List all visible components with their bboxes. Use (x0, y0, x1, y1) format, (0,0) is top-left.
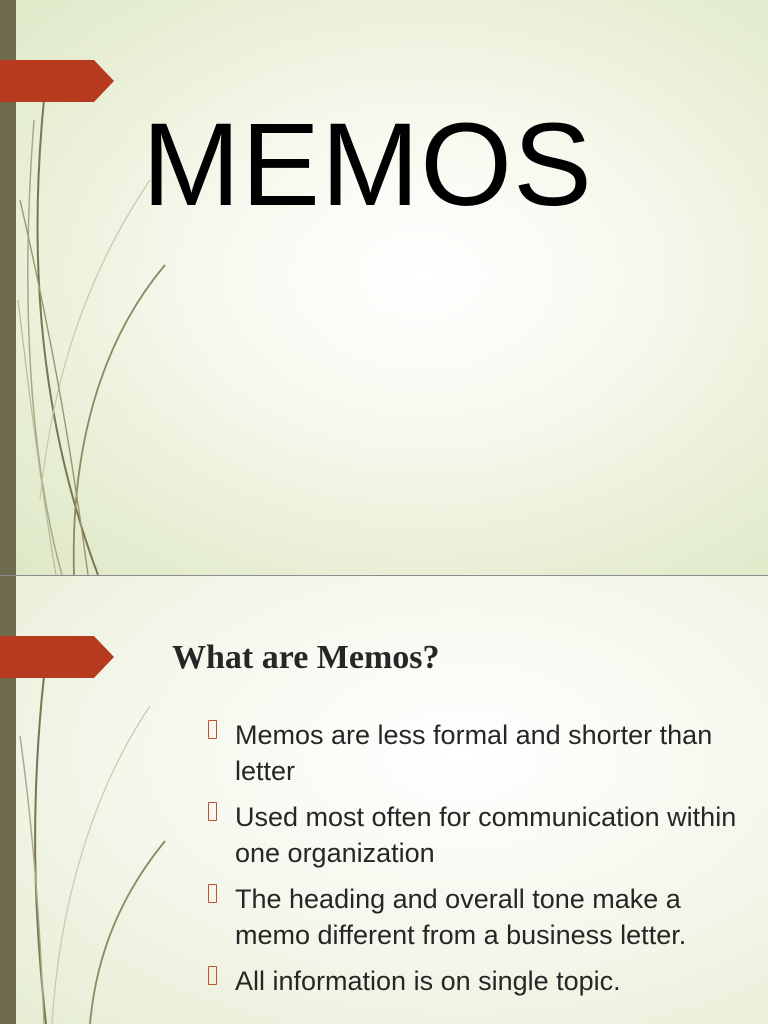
bullet-icon (208, 966, 217, 985)
slide-heading: What are Memos? (172, 639, 440, 676)
bullet-item (208, 963, 748, 999)
right-arrow-tab-icon (0, 60, 114, 102)
bullet-item (208, 881, 748, 953)
bullet-item (208, 717, 748, 789)
bullet-icon (208, 884, 217, 903)
bullet-item (208, 799, 748, 871)
slide-title: MEMOS (142, 99, 593, 231)
bullet-text: Used most often for communication within one organization (235, 802, 737, 868)
bullet-text: Memos are less formal and shorter than letter (235, 720, 713, 786)
bullet-icon (208, 720, 217, 739)
content-slide (0, 576, 768, 1024)
bullet-icon (208, 802, 217, 821)
bullet-list (208, 717, 748, 1009)
right-arrow-tab-icon (0, 636, 114, 678)
bullet-text: All information is on single topic. (235, 966, 621, 996)
bullet-text: The heading and overall tone make a memo different from a business letter. (235, 884, 687, 950)
